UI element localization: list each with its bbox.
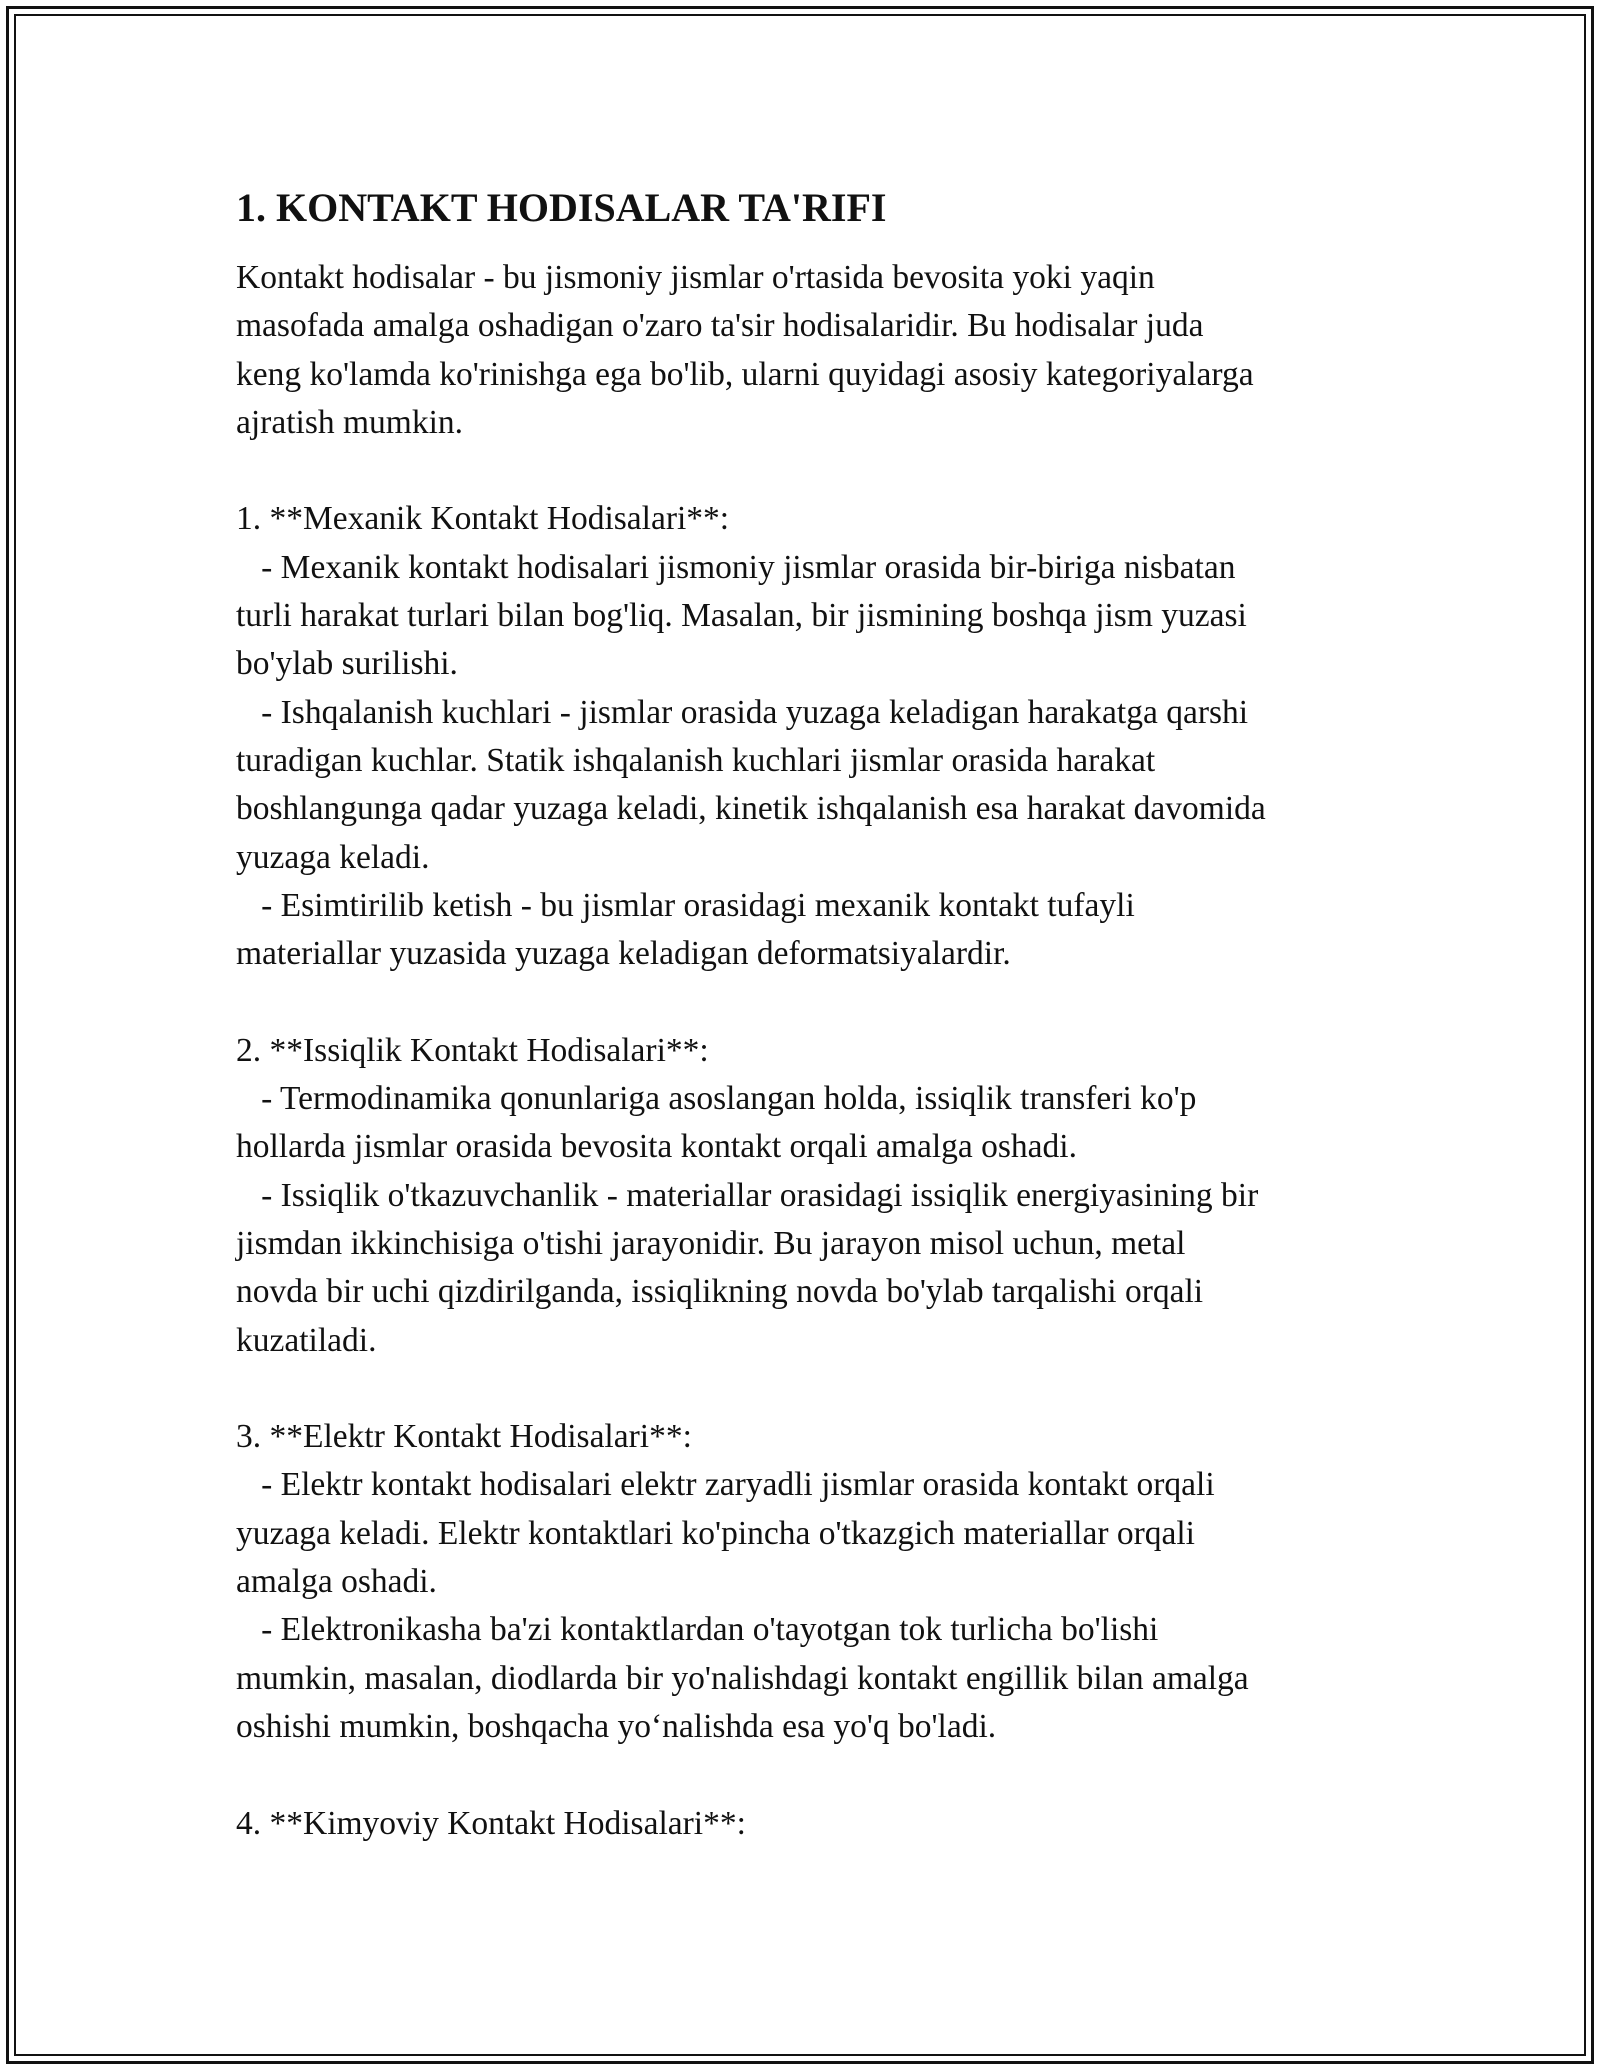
text-line: bo'ylab surilishi. [236, 645, 458, 683]
text-line: turli harakat turlari bilan bog'liq. Masalan, bir jismining boshqa jism yuzasi [236, 597, 1247, 635]
section-heading: 4. **Kimyoviy Kontakt Hodisalari**: [236, 1804, 746, 1842]
text-line: novda bir uchi qizdirilganda, issiqlikning novda bo'ylab tarqalishi orqali [236, 1273, 1204, 1311]
text-line: masofada amalga oshadigan o'zaro ta'sir hodisalaridir. Bu hodisalar juda [236, 307, 1204, 345]
text-line: - Elektronikasha ba'zi kontaktlardan o'tayotgan tok turlicha bo'lishi [236, 1611, 1159, 1649]
text-line: keng ko'lamda ko'rinishga ega bo'lib, ularni quyidagi asosiy kategoriyalarga [236, 355, 1254, 393]
paragraph-spacer [236, 447, 1376, 495]
section-heading: 3. **Elektr Kontakt Hodisalari**: [236, 1418, 692, 1456]
section-issiqlik [236, 1027, 1376, 1365]
text-line: jismdan ikkinchisiga o'tishi jarayonidir. Bu jarayon misol uchun, metal [236, 1224, 1186, 1262]
intro-paragraph [236, 254, 1376, 447]
text-line: - Issiqlik o'tkazuvchanlik - materiallar orasidagi issiqlik energiyasining bir [236, 1176, 1259, 1214]
document-title: 1. KONTAKT HODISALAR TA'RIFI [236, 185, 887, 230]
text-line: - Mexanik kontakt hodisalari jismoniy jismlar orasida bir-biriga nisbatan [236, 548, 1236, 586]
paragraph-spacer [236, 1751, 1376, 1799]
text-line: mumkin, masalan, diodlarda bir yo'nalishdagi kontakt engillik bilan amalga [236, 1659, 1249, 1697]
text-line: materiallar yuzasida yuzaga keladigan deformatsiyalardir. [236, 935, 1011, 973]
paragraph-spacer [236, 978, 1376, 1026]
text-line: - Ishqalanish kuchlari - jismlar orasida yuzaga keladigan harakatga qarshi [236, 693, 1249, 731]
text-line: boshlangunga qadar yuzaga keladi, kinetik ishqalanish esa harakat davomida [236, 790, 1266, 828]
text-line: kuzatiladi. [236, 1321, 377, 1359]
text-line: turadigan kuchlar. Statik ishqalanish kuchlari jismlar orasida harakat [236, 741, 1156, 779]
text-line: yuzaga keladi. Elektr kontaktlari ko'pincha o'tkazgich materiallar orqali [236, 1514, 1195, 1552]
text-line: amalga oshadi. [236, 1563, 437, 1601]
text-line: hollarda jismlar orasida bevosita kontakt orqali amalga oshadi. [236, 1128, 1077, 1166]
section-heading: 2. **Issiqlik Kontakt Hodisalari**: [236, 1031, 709, 1069]
document-body [236, 184, 1376, 1848]
text-line: yuzaga keladi. [236, 838, 430, 876]
section-heading: 1. **Mexanik Kontakt Hodisalari**: [236, 500, 730, 538]
text-line: - Esimtirilib ketish - bu jismlar orasidagi mexanik kontakt tufayli [236, 886, 1135, 924]
text-line: ajratish mumkin. [236, 403, 464, 441]
paragraph-spacer [236, 1365, 1376, 1413]
text-line: oshishi mumkin, boshqacha yo‘nalishda esa yo'q bo'ladi. [236, 1707, 997, 1745]
section-kimyoviy [236, 1800, 1376, 1848]
text-line: - Termodinamika qonunlariga asoslangan holda, issiqlik transferi ko'p [236, 1080, 1197, 1118]
section-elektr [236, 1413, 1376, 1751]
text-line: - Elektr kontakt hodisalari elektr zaryadli jismlar orasida kontakt orqali [236, 1466, 1215, 1504]
section-mexanik [236, 495, 1376, 978]
text-line: Kontakt hodisalar - bu jismoniy jismlar o'rtasida bevosita yoki yaqin [236, 259, 1155, 296]
